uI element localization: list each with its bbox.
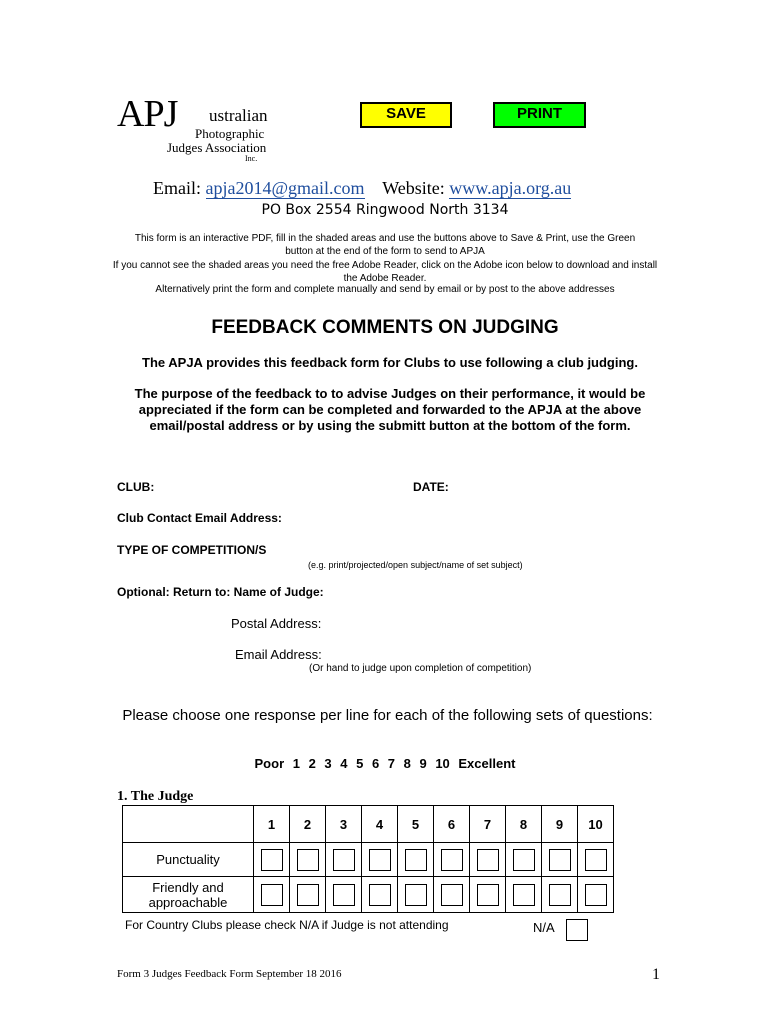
rating-cell <box>254 843 290 877</box>
rating-cell <box>362 877 398 913</box>
rating-cell <box>506 843 542 877</box>
email-link[interactable]: apja2014@gmail.com <box>205 178 365 198</box>
na-checkbox[interactable] <box>566 919 588 941</box>
po-box: PO Box 2554 Ringwood North 3134 <box>261 202 509 218</box>
checkbox[interactable] <box>441 884 463 906</box>
na-label: N/A <box>533 920 555 935</box>
website-label: Website: <box>382 178 445 198</box>
checkbox[interactable] <box>261 884 283 906</box>
rating-cell <box>290 843 326 877</box>
email-address-label: Email Address: <box>235 647 322 662</box>
page-title: FEEDBACK COMMENTS ON JUDGING <box>211 317 559 338</box>
logo-word-inc: Inc. <box>245 154 258 163</box>
contact-line <box>153 178 571 199</box>
checkbox[interactable] <box>585 884 607 906</box>
rating-cell <box>542 877 578 913</box>
instructions-line: If you cannot see the shaded areas you need the free Adobe Reader, click on the Adobe icon below to download and install <box>112 260 658 271</box>
intro-text-1: The APJA provides this feedback form for Clubs to use following a club judging. <box>142 355 638 370</box>
rating-cell <box>254 877 290 913</box>
rating-scale: Poor 1 2 3 4 5 6 7 8 9 10 Excellent <box>254 756 516 771</box>
rating-header: 6 <box>434 806 470 843</box>
row-label-friendly: Friendly and approachable <box>123 877 254 913</box>
rating-header: 2 <box>290 806 326 843</box>
logo-word-judges: Judges Association <box>167 140 267 155</box>
intro-text-2: The purpose of the feedback to to advise Judges on their performance, it would be appreciated if the form can be completed and forwarded to the APJA at the above email/postal address or by using the submitt button at the bottom of the form. <box>134 386 646 433</box>
rating-header: 10 <box>578 806 614 843</box>
email-label: Email: <box>153 178 201 198</box>
rating-cell <box>326 877 362 913</box>
country-clubs-note: For Country Clubs please check N/A if Judge is not attending <box>125 918 449 932</box>
rating-cell <box>326 843 362 877</box>
rating-header: 1 <box>254 806 290 843</box>
table-row <box>123 877 614 913</box>
optional-judge-label: Optional: Return to: Name of Judge: <box>117 585 324 599</box>
checkbox[interactable] <box>405 849 427 871</box>
postal-address-label: Postal Address: <box>231 616 322 631</box>
checkbox[interactable] <box>549 849 571 871</box>
instructions-line: button at the end of the form to send to APJA <box>285 246 485 257</box>
table-header-row <box>123 806 614 843</box>
club-email-label: Club Contact Email Address: <box>117 511 282 525</box>
page-number: 1 <box>652 966 660 983</box>
date-label: DATE: <box>413 480 449 494</box>
checkbox[interactable] <box>405 884 427 906</box>
rating-cell <box>434 877 470 913</box>
rating-header: 7 <box>470 806 506 843</box>
table-row <box>123 843 614 877</box>
print-button[interactable]: PRINT <box>493 102 586 128</box>
checkbox[interactable] <box>513 849 535 871</box>
logo-word-photographic: Photographic <box>195 126 265 141</box>
logo-initials: APJ <box>117 93 178 135</box>
checkbox[interactable] <box>333 884 355 906</box>
rating-cell <box>470 877 506 913</box>
rating-header: 9 <box>542 806 578 843</box>
checkbox[interactable] <box>513 884 535 906</box>
rating-cell <box>434 843 470 877</box>
instructions-paragraph-2 <box>40 259 730 285</box>
checkbox[interactable] <box>477 884 499 906</box>
apja-logo <box>117 88 277 168</box>
judge-rating-table <box>122 805 614 913</box>
club-label: CLUB: <box>117 480 155 494</box>
rating-header: 8 <box>506 806 542 843</box>
instructions-paragraph-3: Alternatively print the form and complete manually and send by email or by post to the above addresses <box>155 284 615 295</box>
rating-cell <box>290 877 326 913</box>
competition-note: (e.g. print/projected/open subject/name of set subject) <box>308 560 523 570</box>
checkbox[interactable] <box>369 849 391 871</box>
footer-text: Form 3 Judges Feedback Form September 18 2016 <box>117 968 342 980</box>
logo-word-australian: ustralian <box>209 106 268 125</box>
instructions-line: This form is an interactive PDF, fill in the shaded areas and use the buttons above to Save & Print, use the Green <box>134 233 636 244</box>
header-blank-cell <box>123 806 254 843</box>
rating-cell <box>398 877 434 913</box>
rating-header: 4 <box>362 806 398 843</box>
checkbox[interactable] <box>585 849 607 871</box>
rating-cell <box>542 843 578 877</box>
rating-cell <box>506 877 542 913</box>
row-label-punctuality: Punctuality <box>123 843 254 877</box>
competition-label: TYPE OF COMPETITION/S <box>117 543 267 557</box>
rating-cell <box>362 843 398 877</box>
hand-to-judge-note: (Or hand to judge upon completion of competition) <box>309 663 532 674</box>
rating-header: 5 <box>398 806 434 843</box>
rating-cell <box>470 843 506 877</box>
rating-cell <box>578 877 614 913</box>
save-button[interactable]: SAVE <box>360 102 452 128</box>
checkbox[interactable] <box>297 884 319 906</box>
checkbox[interactable] <box>441 849 463 871</box>
checkbox[interactable] <box>297 849 319 871</box>
instructions-line: the Adobe Reader. <box>343 273 427 284</box>
checkbox[interactable] <box>261 849 283 871</box>
section-heading-judge: 1. The Judge <box>117 789 194 804</box>
rating-cell <box>578 843 614 877</box>
choose-instructions: Please choose one response per line for each of the following sets of questions: <box>122 707 653 724</box>
website-link[interactable]: www.apja.org.au <box>449 178 572 198</box>
instructions-paragraph-1 <box>40 232 730 258</box>
checkbox[interactable] <box>549 884 571 906</box>
rating-header: 3 <box>326 806 362 843</box>
checkbox[interactable] <box>477 849 499 871</box>
checkbox[interactable] <box>333 849 355 871</box>
checkbox[interactable] <box>369 884 391 906</box>
rating-cell <box>398 843 434 877</box>
